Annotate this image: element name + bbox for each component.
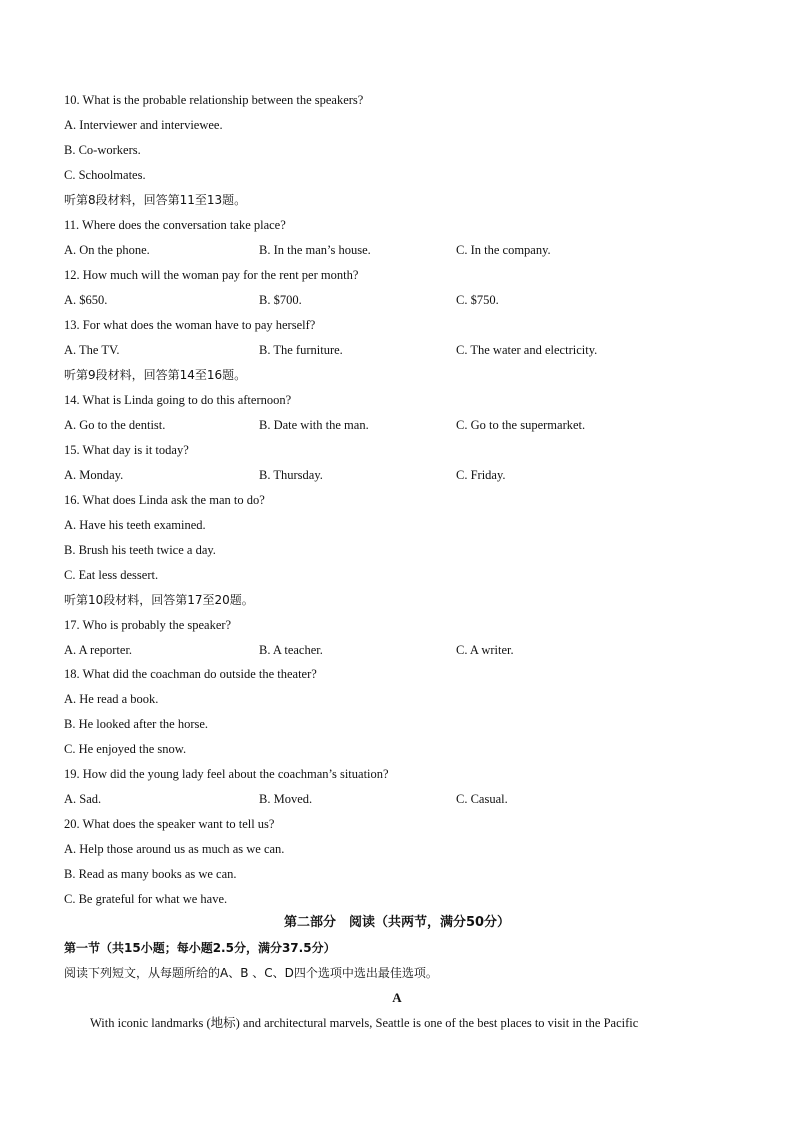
question-14-option-a: A. Go to the dentist. bbox=[64, 418, 166, 432]
question-17-option-b: B. A teacher. bbox=[259, 643, 323, 657]
question-14-stem: 14. What is Linda going to do this afternoon? bbox=[64, 393, 292, 407]
question-18-option-b: B. He looked after the horse. bbox=[64, 717, 209, 731]
question-12-option-b: B. $700. bbox=[259, 293, 302, 307]
instruction-section-10: 听第10段材料，回答第17至20题。 bbox=[64, 593, 254, 607]
question-11-option-a: A. On the phone. bbox=[64, 243, 150, 257]
section-one-heading: 第一节（共15小题；每小题2.5分，满分37.5分） bbox=[64, 941, 336, 955]
question-12-stem: 12. How much will the woman pay for the rent per month? bbox=[64, 268, 359, 282]
question-10-option-b: B. Co-workers. bbox=[64, 143, 141, 157]
question-15-option-b: B. Thursday. bbox=[259, 468, 323, 482]
question-11-option-c: C. In the company. bbox=[456, 243, 551, 257]
question-15-option-c: C. Friday. bbox=[456, 468, 506, 482]
instruction-section-9: 听第9段材料，回答第14至16题。 bbox=[64, 368, 247, 382]
question-14-option-c: C. Go to the supermarket. bbox=[456, 418, 586, 432]
question-13-option-c: C. The water and electricity. bbox=[456, 343, 598, 357]
question-17-option-a: A. A reporter. bbox=[64, 643, 133, 657]
question-13-option-b: B. The furniture. bbox=[259, 343, 343, 357]
question-10-option-a: A. Interviewer and interviewee. bbox=[64, 118, 223, 132]
question-20-option-a: A. Help those around us as much as we can. bbox=[64, 842, 285, 856]
question-18-option-c: C. He enjoyed the snow. bbox=[64, 742, 187, 756]
question-13-option-a: A. The TV. bbox=[64, 343, 120, 357]
question-17-option-c: C. A writer. bbox=[456, 643, 514, 657]
question-15-stem: 15. What day is it today? bbox=[64, 443, 189, 457]
question-18-option-a: A. He read a book. bbox=[64, 692, 159, 706]
question-12-option-a: A. $650. bbox=[64, 293, 108, 307]
question-16-option-b: B. Brush his teeth twice a day. bbox=[64, 543, 216, 557]
question-17-stem: 17. Who is probably the speaker? bbox=[64, 618, 232, 632]
question-16-option-a: A. Have his teeth examined. bbox=[64, 518, 206, 532]
instruction-section-8: 听第8段材料，回答第11至13题。 bbox=[64, 193, 247, 207]
question-11-option-b: B. In the man’s house. bbox=[259, 243, 371, 257]
question-18-stem: 18. What did the coachman do outside the theater? bbox=[64, 667, 317, 681]
question-19-option-a: A. Sad. bbox=[64, 792, 102, 806]
question-19-option-c: C. Casual. bbox=[456, 792, 508, 806]
question-10-stem: 10. What is the probable relationship between the speakers? bbox=[64, 93, 364, 107]
question-10-option-c: C. Schoolmates. bbox=[64, 168, 146, 182]
question-20-stem: 20. What does the speaker want to tell us? bbox=[64, 817, 275, 831]
question-20-option-b: B. Read as many books as we can. bbox=[64, 867, 237, 881]
question-14-option-b: B. Date with the man. bbox=[259, 418, 369, 432]
part-two-heading: 第二部分 阅读（共两节，满分50分） bbox=[283, 915, 511, 930]
passage-label: A bbox=[392, 990, 402, 1005]
question-16-option-c: C. Eat less dessert. bbox=[64, 568, 159, 582]
question-15-option-a: A. Monday. bbox=[64, 468, 124, 482]
question-16-stem: 16. What does Linda ask the man to do? bbox=[64, 493, 265, 507]
question-11-stem: 11. Where does the conversation take place? bbox=[64, 218, 286, 232]
question-19-option-b: B. Moved. bbox=[259, 792, 313, 806]
section-one-instruction: 阅读下列短文，从每题所给的A、B 、C、D四个选项中选出最佳选项。 bbox=[64, 966, 438, 980]
question-20-option-c: C. Be grateful for what we have. bbox=[64, 892, 228, 906]
question-19-stem: 19. How did the young lady feel about the coachman’s situation? bbox=[64, 767, 389, 781]
question-12-option-c: C. $750. bbox=[456, 293, 499, 307]
passage-first-line: With iconic landmarks (地标) and architectural marvels, Seattle is one of the best places to visit in the Pacific bbox=[90, 1016, 639, 1030]
question-13-stem: 13. For what does the woman have to pay herself? bbox=[64, 318, 316, 332]
